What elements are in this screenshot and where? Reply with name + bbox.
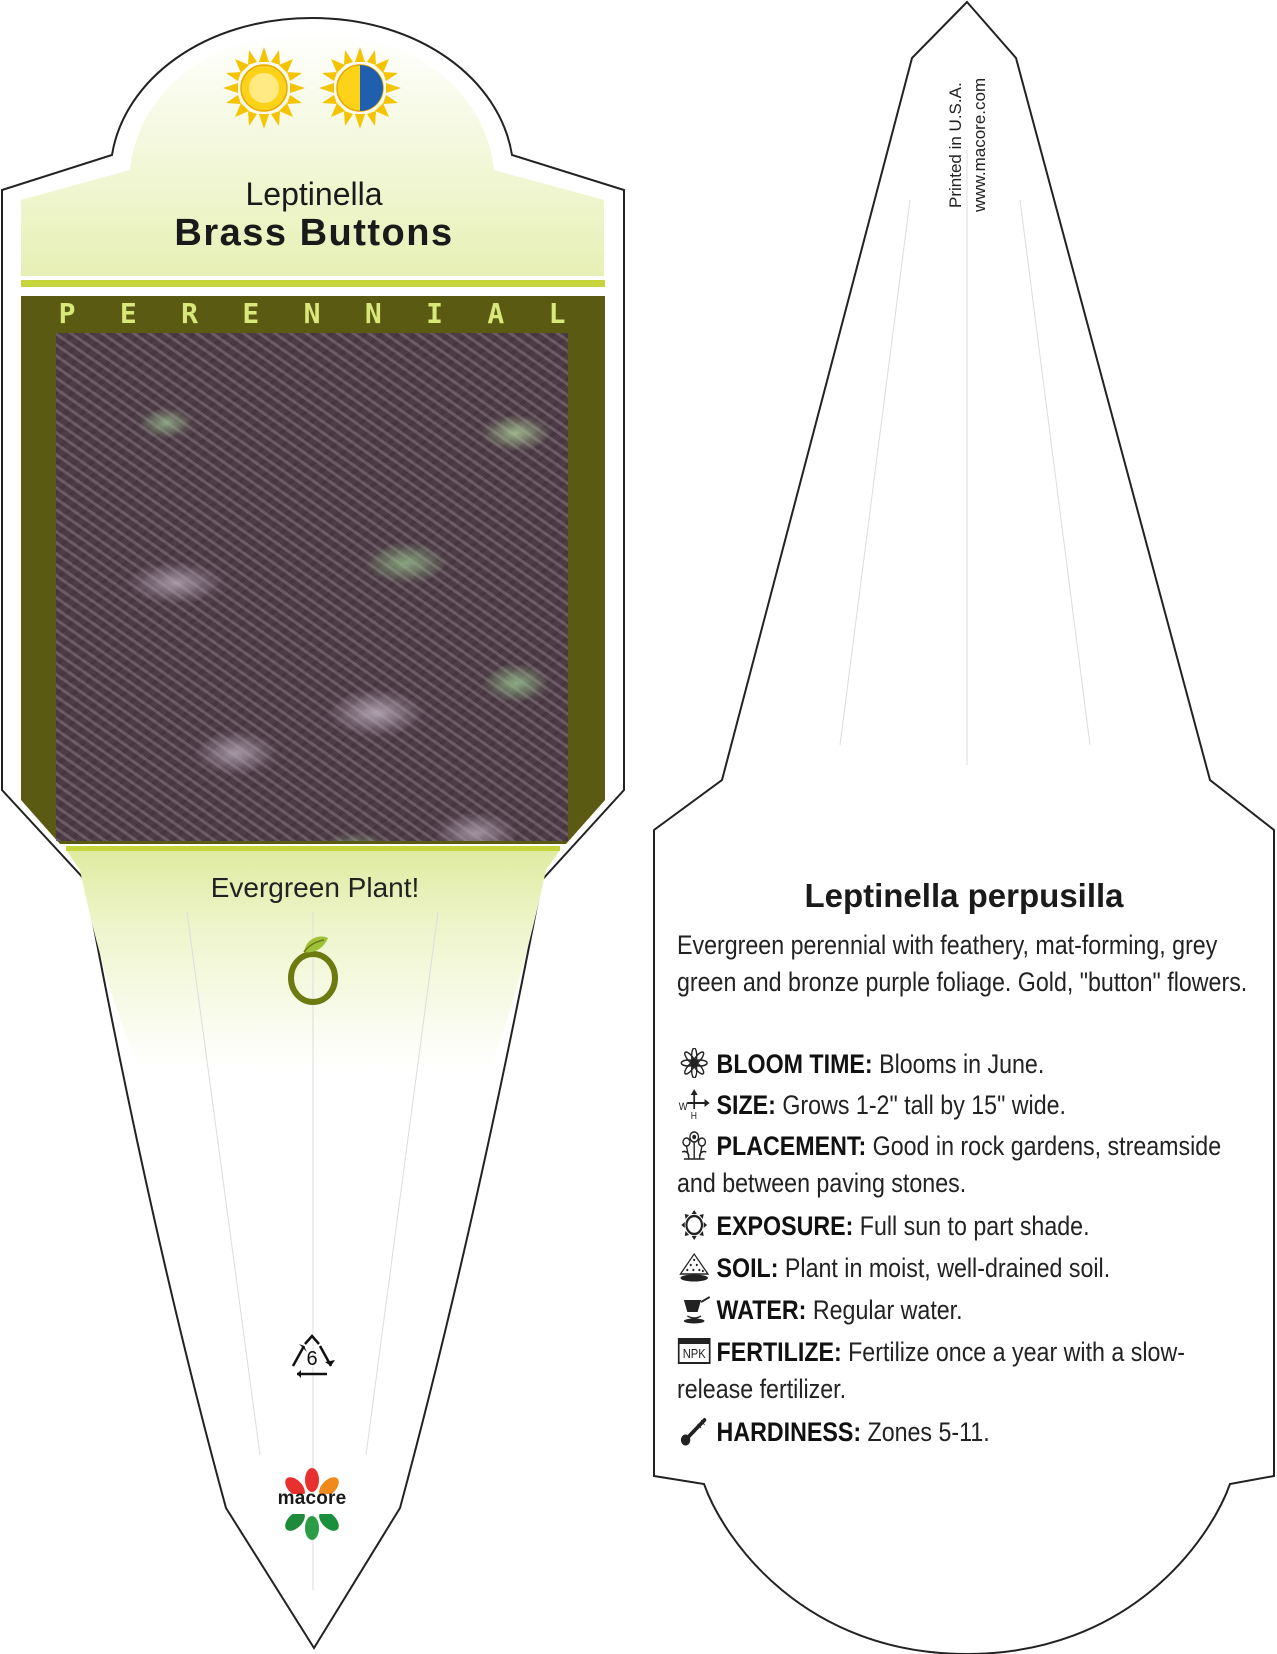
part-sun-icon bbox=[318, 46, 402, 130]
category-letter: A bbox=[487, 296, 505, 330]
plant-description: Evergreen perennial with feathery, mat-forming, grey green and bronze purple foliage. Gold, "button" flowers. bbox=[677, 930, 1248, 997]
care-water bbox=[677, 1292, 1245, 1329]
care-label: PLACEMENT: bbox=[716, 1131, 867, 1161]
tagline: Evergreen Plant! bbox=[210, 872, 420, 903]
care-text: Good in rock gardens, streamside and between paving stones. bbox=[677, 1131, 1222, 1198]
category-letter: L bbox=[548, 296, 566, 330]
category-letter: R bbox=[181, 296, 198, 330]
care-text: Blooms in June. bbox=[872, 1049, 1045, 1079]
care-size bbox=[677, 1087, 1245, 1124]
website: www.macore.com bbox=[970, 77, 989, 212]
care-text: Fertilize once a year with a slow-release fertilizer. bbox=[677, 1337, 1185, 1404]
care-fertilize bbox=[677, 1334, 1245, 1408]
sun-icon bbox=[677, 1210, 711, 1240]
care-text: Grows 1-2" tall by 15" wide. bbox=[775, 1090, 1067, 1120]
category-letter: N bbox=[303, 296, 321, 330]
flower-icon bbox=[677, 1048, 711, 1078]
care-text: Regular water. bbox=[806, 1295, 963, 1325]
npk-icon bbox=[677, 1336, 711, 1366]
care-label: SIZE: bbox=[716, 1090, 776, 1120]
full-sun-icon bbox=[222, 46, 306, 130]
care-hardiness bbox=[677, 1414, 1245, 1451]
plant-genus: Leptinella bbox=[245, 176, 383, 212]
plant-cultivar: Brass Buttons bbox=[174, 212, 454, 254]
category-letter: N bbox=[364, 296, 382, 330]
category-letter: I bbox=[426, 296, 443, 330]
water-icon bbox=[677, 1294, 711, 1324]
lime-rule-2 bbox=[66, 846, 560, 851]
category-band bbox=[52, 296, 572, 330]
placement-icon bbox=[677, 1130, 711, 1160]
care-label: EXPOSURE: bbox=[716, 1211, 854, 1241]
care-label: BLOOM TIME: bbox=[716, 1049, 873, 1079]
plant-photo bbox=[56, 333, 568, 841]
care-soil bbox=[677, 1250, 1245, 1287]
svg-text:W: W bbox=[678, 1101, 688, 1114]
lime-rule bbox=[21, 280, 605, 287]
brand-name: macore bbox=[277, 1488, 347, 1509]
evergreen-leaf-icon bbox=[284, 932, 342, 1006]
svg-text:NPK: NPK bbox=[682, 1346, 706, 1362]
svg-text:H: H bbox=[690, 1110, 697, 1119]
size-icon bbox=[677, 1089, 711, 1119]
care-text: Full sun to part shade. bbox=[853, 1211, 1090, 1241]
thermometer-icon bbox=[677, 1416, 711, 1446]
category-letter: E bbox=[119, 296, 137, 330]
care-label: FERTILIZE: bbox=[716, 1337, 842, 1367]
care-exposure bbox=[677, 1208, 1245, 1245]
recycle-number: 6 bbox=[306, 1348, 318, 1370]
care-label: HARDINESS: bbox=[716, 1417, 862, 1447]
care-label: WATER: bbox=[716, 1295, 807, 1325]
care-bloom-time bbox=[677, 1046, 1245, 1083]
care-text: Plant in moist, well-drained soil. bbox=[778, 1253, 1111, 1283]
care-placement bbox=[677, 1128, 1245, 1202]
care-label: SOIL: bbox=[716, 1253, 779, 1283]
printed-in: Printed in U.S.A. bbox=[946, 82, 965, 208]
category-letter: P bbox=[58, 296, 76, 330]
category-letter: E bbox=[242, 296, 260, 330]
care-text: Zones 5-11. bbox=[861, 1417, 990, 1447]
soil-icon bbox=[677, 1252, 711, 1282]
botanical-name: Leptinella perpusilla bbox=[804, 877, 1124, 914]
